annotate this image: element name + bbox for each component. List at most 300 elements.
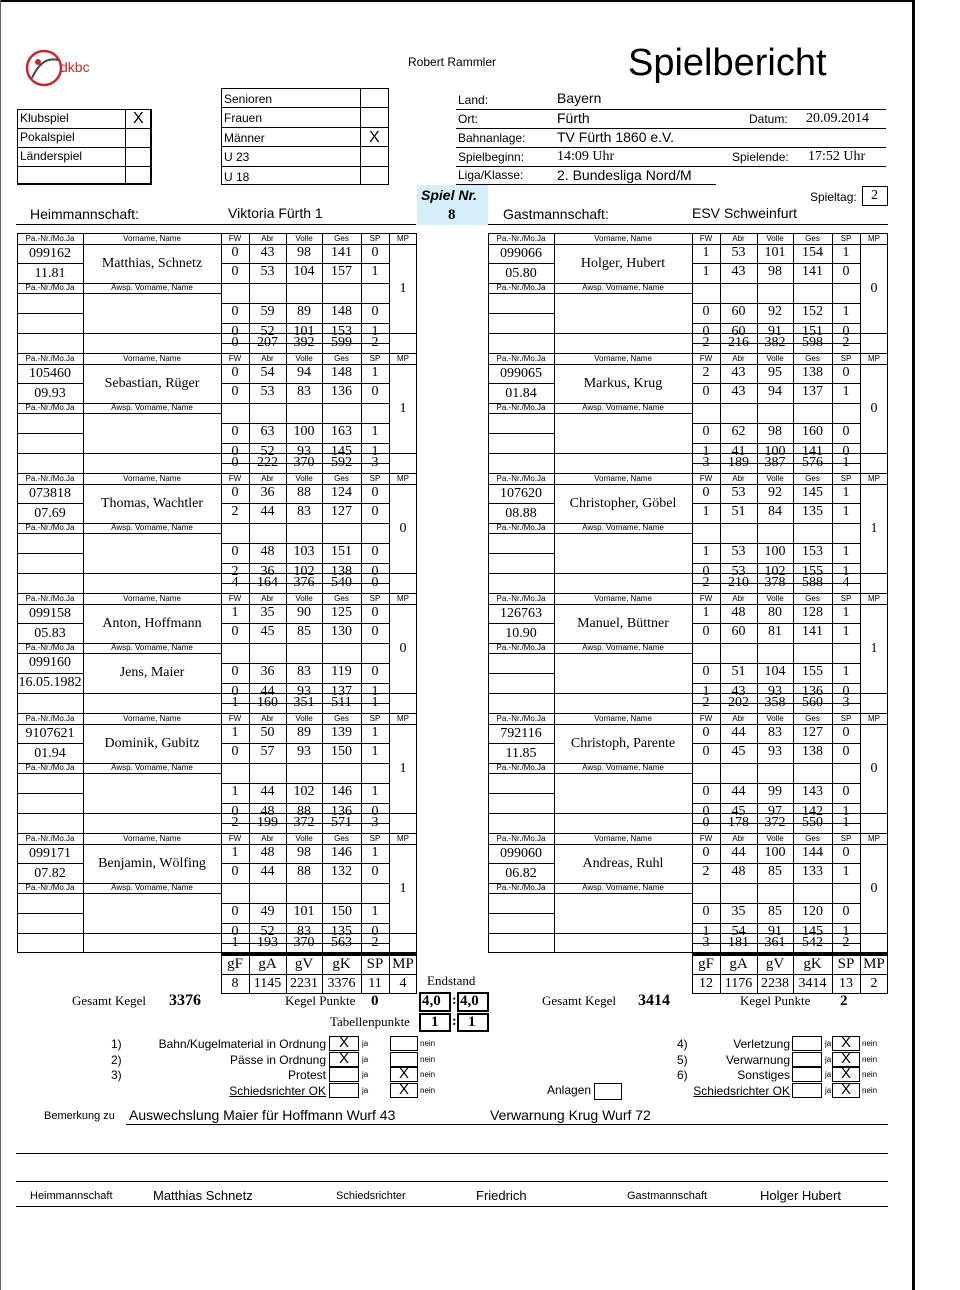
awsp-header-pa: Pa.-Nr./Mo.Ja xyxy=(496,643,546,652)
throw-ges: 145 xyxy=(331,444,352,459)
throw-fw: 2 xyxy=(702,864,710,879)
check-nein-label: nein xyxy=(862,1070,878,1079)
endstand-label: Endstand xyxy=(427,973,476,988)
throw-fw: 1 xyxy=(231,725,239,740)
throw-fw: 0 xyxy=(702,304,710,319)
frame-top xyxy=(17,593,417,594)
throw-volle: 83 xyxy=(768,725,782,740)
throw-volle: 104 xyxy=(293,264,315,279)
throw-sp: 1 xyxy=(371,324,379,339)
category-row-line xyxy=(221,166,389,167)
col-header-name: Vorname, Name xyxy=(123,594,181,603)
throw-ges: 137 xyxy=(331,684,352,699)
throw-fw: 0 xyxy=(231,744,239,759)
check-nein-label: nein xyxy=(420,1085,436,1095)
total-sp: 1 xyxy=(842,815,850,830)
throw-sp: 1 xyxy=(842,924,850,939)
throw-ges: 152 xyxy=(802,304,823,319)
row-line xyxy=(488,793,554,794)
check-ja-box xyxy=(329,1083,359,1098)
col-header-sp: SP xyxy=(840,474,852,483)
awsp-header-name: Awsp. Vorname, Name xyxy=(111,403,193,412)
datum-label: Datum: xyxy=(749,112,788,126)
throw-ges: 136 xyxy=(802,684,823,699)
throw-abr: 45 xyxy=(260,624,275,639)
total-fw: 0 xyxy=(702,815,710,830)
throw-sp: 1 xyxy=(842,245,850,260)
col-header-abr: Abr xyxy=(732,834,745,843)
player-pass-number: 105460 xyxy=(29,366,71,381)
row-line xyxy=(17,533,221,534)
bemerkung-label: Bemerkung zu xyxy=(44,1110,115,1122)
sum-value-gk: 3376 xyxy=(327,976,356,991)
throw-ges: 143 xyxy=(802,784,823,799)
throw-abr: 54 xyxy=(731,924,746,939)
row-line xyxy=(488,244,888,245)
player-mp: 0 xyxy=(399,641,407,656)
throw-sp: 1 xyxy=(371,845,379,860)
player-name: Andreas, Ruhl xyxy=(582,856,664,871)
guest-kegelpunkte-value: 2 xyxy=(840,993,848,1009)
player-pass-number: 099158 xyxy=(29,606,71,621)
total-ges: 599 xyxy=(331,335,352,350)
player-block xyxy=(488,593,888,713)
throw-fw: 0 xyxy=(231,324,239,339)
col-header-mp: MP xyxy=(868,474,880,483)
anlagen-label: Anlagen xyxy=(547,1083,592,1097)
awsp-header-name: Awsp. Vorname, Name xyxy=(111,763,193,772)
row-line xyxy=(17,893,221,894)
col-header-fw: FW xyxy=(228,594,242,603)
throw-volle: 93 xyxy=(768,684,782,699)
check-ja-label: ja xyxy=(362,1039,369,1048)
throw-abr: 45 xyxy=(731,744,746,759)
throw-ges: 141 xyxy=(331,245,352,260)
throw-sp: 1 xyxy=(842,624,850,639)
row-line xyxy=(17,773,221,774)
throw-abr: 44 xyxy=(731,784,746,799)
throw-sp: 1 xyxy=(842,804,850,819)
col-header-sp: SP xyxy=(369,234,381,243)
throw-sp: 1 xyxy=(842,605,850,620)
player-block xyxy=(17,233,417,353)
total-ges: 542 xyxy=(802,935,823,950)
player-birth: 05.80 xyxy=(505,266,537,281)
total-volle: 370 xyxy=(293,935,315,950)
throw-ges: 150 xyxy=(331,744,352,759)
throw-volle: 101 xyxy=(293,324,315,339)
frame-top xyxy=(17,353,417,354)
col-header-mp: MP xyxy=(868,594,880,603)
check-nein-mark: X xyxy=(840,1034,851,1051)
awsp-header-pa: Pa.-Nr./Mo.Ja xyxy=(496,403,546,412)
home-gesamt-label: Gesamt Kegel xyxy=(72,993,147,1008)
throw-volle: 83 xyxy=(297,504,311,519)
row-line xyxy=(488,604,888,605)
throw-ges: 135 xyxy=(331,924,352,939)
throw-sp: 0 xyxy=(371,564,379,579)
player-pass-number: 099065 xyxy=(500,366,542,381)
endstand-home-value: 4,0 xyxy=(422,993,441,1009)
throw-fw: 1 xyxy=(702,605,710,620)
throw-abr: 44 xyxy=(260,784,275,799)
player-birth: 07.69 xyxy=(34,506,66,521)
total-volle: 351 xyxy=(293,695,315,710)
tab-guest-value: 1 xyxy=(468,1014,476,1030)
throw-abr: 48 xyxy=(731,864,746,879)
category-label: Männer xyxy=(224,130,265,145)
total-volle: 372 xyxy=(293,815,315,830)
player-mp: 1 xyxy=(870,641,878,656)
throw-ges: 135 xyxy=(802,504,823,519)
player-block xyxy=(17,353,417,473)
check-ja-label: ja xyxy=(825,1039,832,1048)
throw-fw: 0 xyxy=(231,384,239,399)
throw-volle: 85 xyxy=(768,864,782,879)
row-line xyxy=(488,553,554,554)
col-header-name: Vorname, Name xyxy=(123,474,181,483)
throw-volle: 91 xyxy=(768,324,782,339)
player-birth: 11.81 xyxy=(34,266,66,281)
throw-abr: 60 xyxy=(731,324,746,339)
col-header-mp: MP xyxy=(868,834,880,843)
throw-abr: 44 xyxy=(260,864,275,879)
col-header-sp: SP xyxy=(840,834,852,843)
player-pass-number: 099066 xyxy=(500,246,542,261)
throw-fw: 1 xyxy=(231,605,239,620)
throw-volle: 80 xyxy=(768,605,782,620)
col-header-fw: FW xyxy=(699,234,713,243)
col-header-mp: MP xyxy=(868,354,880,363)
sum-value-mp: 4 xyxy=(399,976,407,991)
col-header-abr: Abr xyxy=(732,714,745,723)
throw-sp: 0 xyxy=(371,605,379,620)
awsp-header-name: Awsp. Vorname, Name xyxy=(111,883,193,892)
throw-ges: 157 xyxy=(331,264,352,279)
throw-abr: 53 xyxy=(731,544,746,559)
anlagen-box xyxy=(594,1083,622,1100)
col-header-fw: FW xyxy=(228,354,242,363)
spieltag-label: Spieltag: xyxy=(810,190,857,204)
awsp-header-name: Awsp. Vorname, Name xyxy=(582,763,664,772)
check-ja-box xyxy=(792,1052,822,1067)
throw-abr: 51 xyxy=(731,664,746,679)
sum-header-gv: gV xyxy=(294,956,314,972)
row-line xyxy=(488,724,888,725)
throw-volle: 83 xyxy=(297,664,311,679)
awsp-header-pa: Pa.-Nr./Mo.Ja xyxy=(25,883,75,892)
throw-abr: 60 xyxy=(731,304,746,319)
category-divider xyxy=(360,88,361,185)
throw-fw: 1 xyxy=(702,504,710,519)
sum-header-gv: gV xyxy=(765,956,785,972)
throw-volle: 98 xyxy=(297,245,311,260)
col-header-abr: Abr xyxy=(261,834,274,843)
throw-ges: 138 xyxy=(802,744,823,759)
throw-volle: 88 xyxy=(297,864,311,879)
throw-abr: 43 xyxy=(731,365,746,380)
col-header-mp: MP xyxy=(397,714,409,723)
total-volle: 387 xyxy=(764,455,786,470)
total-abr: 210 xyxy=(728,575,749,590)
endstand-guest-value: 4,0 xyxy=(460,993,479,1009)
throw-ges: 148 xyxy=(331,304,352,319)
total-fw: 0 xyxy=(231,335,239,350)
throw-volle: 97 xyxy=(768,804,782,819)
col-header-volle: Volle xyxy=(295,474,313,483)
awsp-header-pa: Pa.-Nr./Mo.Ja xyxy=(25,523,75,532)
throw-sp: 0 xyxy=(371,664,379,679)
throw-sp: 1 xyxy=(842,504,850,519)
throw-volle: 93 xyxy=(297,744,311,759)
guest-team-label: Gastmannschaft: xyxy=(503,206,609,222)
throw-abr: 45 xyxy=(731,804,746,819)
col-header-fw: FW xyxy=(699,834,713,843)
total-ges: 598 xyxy=(802,335,823,350)
check-ja-label: ja xyxy=(825,1070,832,1079)
frame-top xyxy=(17,833,417,834)
check-nein-label: nein xyxy=(862,1085,878,1095)
throw-volle: 85 xyxy=(297,624,311,639)
player-block xyxy=(17,833,417,953)
col-header-fw: FW xyxy=(228,234,242,243)
throw-ges: 124 xyxy=(331,485,352,500)
awsp-birth: 16.05.1982 xyxy=(18,675,82,690)
throw-fw: 0 xyxy=(231,365,239,380)
throw-abr: 48 xyxy=(260,804,275,819)
throw-volle: 84 xyxy=(768,504,782,519)
col-header-sp: SP xyxy=(840,354,852,363)
land-value: Bayern xyxy=(557,90,602,106)
col-header-mp: MP xyxy=(397,354,409,363)
col-header-fw: FW xyxy=(228,714,242,723)
tab-home-value: 1 xyxy=(431,1014,439,1030)
total-abr: 216 xyxy=(728,335,749,350)
match-type-row-line xyxy=(17,166,152,167)
throw-abr: 52 xyxy=(260,924,275,939)
throw-volle: 93 xyxy=(768,744,782,759)
match-type-row-line xyxy=(17,128,152,129)
row-line xyxy=(488,533,692,534)
col-header-mp: MP xyxy=(868,714,880,723)
row-line xyxy=(488,743,554,744)
throw-sp: 1 xyxy=(842,564,850,579)
total-sp: 4 xyxy=(842,575,850,590)
player-name: Benjamin, Wölfing xyxy=(98,856,206,871)
col-header-ges: Ges xyxy=(805,354,820,363)
check-nein-mark: X xyxy=(398,1080,409,1098)
check-number: 3) xyxy=(111,1068,122,1082)
throw-volle: 98 xyxy=(297,845,311,860)
throw-abr: 35 xyxy=(260,605,275,620)
total-fw: 4 xyxy=(231,575,239,590)
throw-ges: 137 xyxy=(802,384,823,399)
row-line xyxy=(488,364,888,365)
sum-value-gk: 3414 xyxy=(798,976,827,991)
throw-abr: 63 xyxy=(260,424,275,439)
throw-abr: 35 xyxy=(731,904,746,919)
throw-fw: 0 xyxy=(231,624,239,639)
throw-fw: 1 xyxy=(702,544,710,559)
frame-top xyxy=(488,833,888,834)
total-fw: 1 xyxy=(231,935,239,950)
player-pass-number: 099171 xyxy=(29,846,71,861)
awsp-name: Jens, Maier xyxy=(119,665,185,680)
throw-abr: 53 xyxy=(731,485,746,500)
throw-ges: 146 xyxy=(331,784,352,799)
row-line xyxy=(17,244,417,245)
player-name: Thomas, Wachtler xyxy=(100,496,204,511)
sum-header-ga: gA xyxy=(729,956,748,972)
throw-volle: 89 xyxy=(297,725,311,740)
throw-abr: 44 xyxy=(731,845,746,860)
throw-volle: 102 xyxy=(293,564,315,579)
sum-value-sp: 11 xyxy=(368,976,382,991)
col-header-sp: SP xyxy=(369,354,381,363)
col-header-ges: Ges xyxy=(805,234,820,243)
spieltag-value: 2 xyxy=(871,188,878,203)
spiel-nr-value: 8 xyxy=(448,207,456,223)
throw-ges: 125 xyxy=(331,605,352,620)
row-line xyxy=(17,433,83,434)
sum-value-sp: 13 xyxy=(839,976,853,991)
throw-sp: 0 xyxy=(371,624,379,639)
throw-fw: 0 xyxy=(231,864,239,879)
throw-ges: 120 xyxy=(802,904,823,919)
check-ja-label: ja xyxy=(825,1085,832,1095)
throw-abr: 43 xyxy=(260,245,275,260)
row-line xyxy=(17,503,83,504)
liga-label: Liga/Klasse: xyxy=(458,168,524,182)
check-ja-label: ja xyxy=(362,1054,369,1064)
col-header-fw: FW xyxy=(699,714,713,723)
throw-sp: 0 xyxy=(842,845,850,860)
sum-header-gk: gK xyxy=(332,956,351,972)
match-type-label: Klubspiel xyxy=(20,111,69,125)
throw-abr: 59 xyxy=(260,304,275,319)
player-birth: 05.83 xyxy=(34,626,66,641)
col-header-pa: Pa.-Nr./Mo.Ja xyxy=(496,234,546,243)
throw-fw: 0 xyxy=(231,924,239,939)
player-pass-number: 099162 xyxy=(29,246,71,261)
player-name: Matthias, Schnetz xyxy=(101,256,203,271)
throw-ges: 148 xyxy=(331,365,352,380)
col-header-mp: MP xyxy=(868,234,880,243)
throw-volle: 98 xyxy=(768,264,782,279)
throw-volle: 91 xyxy=(768,924,782,939)
frame-top xyxy=(488,713,888,714)
total-abr: 193 xyxy=(257,935,278,950)
sum-value-gv: 2238 xyxy=(761,976,789,991)
awsp-header-pa: Pa.-Nr./Mo.Ja xyxy=(25,643,75,652)
throw-sp: 0 xyxy=(842,444,850,459)
throw-ges: 128 xyxy=(802,605,823,620)
player-block xyxy=(488,473,888,593)
throw-ges: 139 xyxy=(331,725,352,740)
page-title: Spielbericht xyxy=(628,42,827,84)
throw-ges: 153 xyxy=(331,324,352,339)
throw-ges: 155 xyxy=(802,564,823,579)
total-fw: 3 xyxy=(702,935,710,950)
throw-fw: 0 xyxy=(231,804,239,819)
throw-sp: 1 xyxy=(371,365,379,380)
match-type-shadow-b xyxy=(17,183,152,185)
home-team-label: Heimmannschaft: xyxy=(30,206,139,222)
col-header-name: Vorname, Name xyxy=(594,714,652,723)
col-header-volle: Volle xyxy=(766,594,784,603)
col-header-ges: Ges xyxy=(334,234,349,243)
check-nein-label: nein xyxy=(420,1070,436,1079)
throw-fw: 0 xyxy=(702,744,710,759)
col-header-volle: Volle xyxy=(766,234,784,243)
col-header-ges: Ges xyxy=(334,594,349,603)
total-abr: 181 xyxy=(728,935,749,950)
throw-volle: 88 xyxy=(297,804,311,819)
sum-mid-line xyxy=(221,974,417,975)
check-nein-label: nein xyxy=(420,1039,436,1048)
throw-sp: 0 xyxy=(842,324,850,339)
total-ges: 571 xyxy=(331,815,352,830)
row-line xyxy=(17,553,83,554)
row-line xyxy=(488,653,692,654)
row-line xyxy=(488,773,692,774)
col-header-sp: SP xyxy=(840,594,852,603)
throw-sp: 0 xyxy=(842,784,850,799)
throw-abr: 54 xyxy=(260,365,275,380)
sig-home-label: Heimmannschaft xyxy=(30,1190,113,1202)
throw-volle: 83 xyxy=(297,924,311,939)
throw-volle: 90 xyxy=(297,605,311,620)
guest-gesamt-label: Gesamt Kegel xyxy=(542,993,617,1008)
throw-fw: 0 xyxy=(231,444,239,459)
row-line xyxy=(488,263,554,264)
row-line xyxy=(488,383,554,384)
throw-fw: 0 xyxy=(231,424,239,439)
player-mp: 1 xyxy=(870,521,878,536)
col-header-name: Vorname, Name xyxy=(123,234,181,243)
row-line xyxy=(488,313,554,314)
frame-top xyxy=(488,233,888,234)
throw-sp: 1 xyxy=(371,264,379,279)
row-line xyxy=(17,844,417,845)
throw-sp: 1 xyxy=(842,664,850,679)
throw-sp: 0 xyxy=(371,864,379,879)
player-mp: 0 xyxy=(399,521,407,536)
match-type-shadow xyxy=(150,109,152,185)
awsp-header-pa: Pa.-Nr./Mo.Ja xyxy=(25,283,75,292)
throw-abr: 44 xyxy=(260,504,275,519)
player-name: Markus, Krug xyxy=(583,376,663,391)
throw-sp: 1 xyxy=(842,384,850,399)
throw-volle: 100 xyxy=(764,444,786,459)
throw-volle: 94 xyxy=(768,384,782,399)
throw-fw: 0 xyxy=(702,564,710,579)
total-sp: 2 xyxy=(842,935,850,950)
throw-abr: 36 xyxy=(260,664,275,679)
row-line xyxy=(17,364,417,365)
player-mp: 0 xyxy=(870,281,878,296)
tabellenpunkte-label: Tabellenpunkte xyxy=(330,1014,410,1029)
col-header-abr: Abr xyxy=(261,594,274,603)
total-sp: 2 xyxy=(371,935,379,950)
col-header-ges: Ges xyxy=(805,714,820,723)
spielbeginn-value: 14:09 Uhr xyxy=(557,149,615,164)
col-header-ges: Ges xyxy=(334,354,349,363)
awsp-header-pa: Pa.-Nr./Mo.Ja xyxy=(25,403,75,412)
player-pass-number: 9107621 xyxy=(25,726,75,741)
player-birth: 09.93 xyxy=(34,386,66,401)
throw-fw: 0 xyxy=(231,264,239,279)
